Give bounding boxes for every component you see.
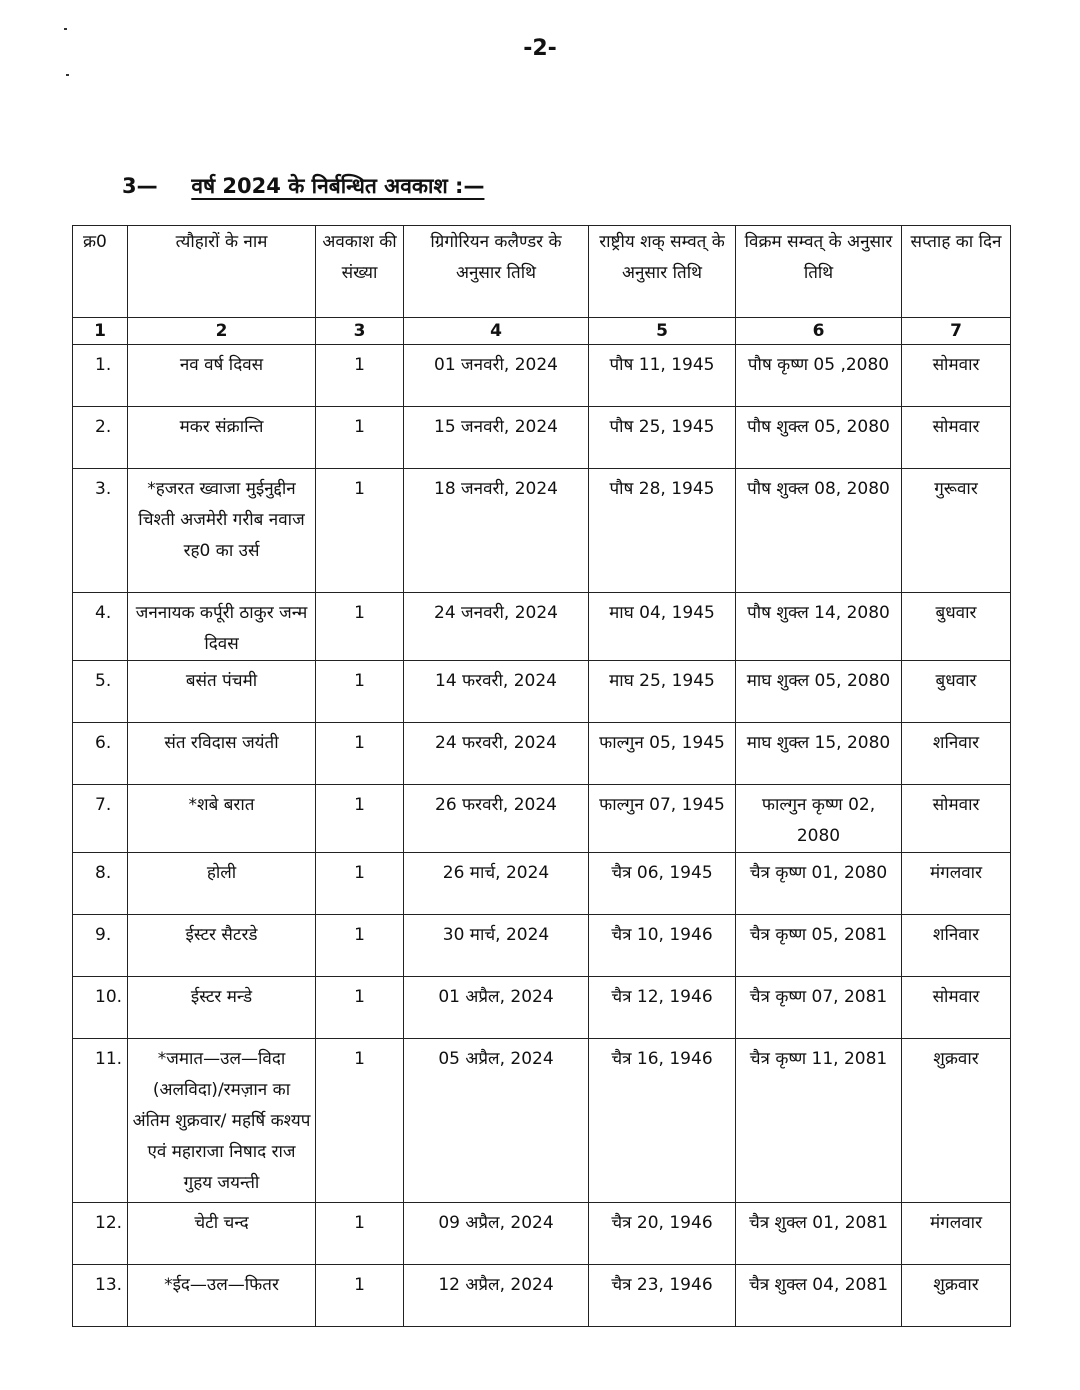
cell-holiday-count: 1: [316, 593, 404, 661]
column-number: 5: [589, 318, 736, 345]
header-serial: क्र0: [73, 226, 128, 318]
cell-vikram-date: पौष शुक्ल 05, 2080: [736, 407, 902, 469]
table-row: [73, 1203, 1011, 1265]
holidays-table: [72, 225, 1011, 1327]
table-row: [73, 661, 1011, 723]
cell-serial: 12.: [73, 1203, 128, 1265]
cell-festival-name: *ईद—उल—फितर: [128, 1265, 316, 1327]
cell-vikram-date: पौष शुक्ल 14, 2080: [736, 593, 902, 661]
cell-serial: 3.: [73, 469, 128, 593]
cell-holiday-count: 1: [316, 977, 404, 1039]
cell-holiday-count: 1: [316, 1203, 404, 1265]
table-row: [73, 977, 1011, 1039]
cell-gregorian-date: 01 अप्रैल, 2024: [404, 977, 589, 1039]
cell-festival-name: नव वर्ष दिवस: [128, 345, 316, 407]
cell-serial: 2.: [73, 407, 128, 469]
cell-vikram-date: चैत्र कृष्ण 01, 2080: [736, 853, 902, 915]
cell-serial: 5.: [73, 661, 128, 723]
cell-festival-name: *शबे बरात: [128, 785, 316, 853]
header-row: [73, 226, 1011, 318]
cell-weekday: सोमवार: [902, 785, 1011, 853]
table-row: [73, 1039, 1011, 1203]
cell-festival-name: *जमात—उल—विदा (अलविदा)/रमज़ान का अंतिम शुक्रवार/ महर्षि कश्यप एवं महाराजा निषाद राज गुहय जयन्ती: [128, 1039, 316, 1203]
header-weekday: सप्ताह का दिन: [902, 226, 1011, 318]
header-shaka-date: राष्ट्रीय शक् सम्वत् के अनुसार तिथि: [589, 226, 736, 318]
cell-weekday: गुरूवार: [902, 469, 1011, 593]
cell-shaka-date: चैत्र 12, 1946: [589, 977, 736, 1039]
cell-gregorian-date: 01 जनवरी, 2024: [404, 345, 589, 407]
cell-weekday: बुधवार: [902, 593, 1011, 661]
cell-holiday-count: 1: [316, 915, 404, 977]
cell-festival-name: चेटी चन्द: [128, 1203, 316, 1265]
cell-gregorian-date: 18 जनवरी, 2024: [404, 469, 589, 593]
cell-gregorian-date: 05 अप्रैल, 2024: [404, 1039, 589, 1203]
cell-holiday-count: 1: [316, 853, 404, 915]
cell-gregorian-date: 24 फरवरी, 2024: [404, 723, 589, 785]
section-number: 3—: [122, 174, 158, 198]
cell-vikram-date: फाल्गुन कृष्ण 02, 2080: [736, 785, 902, 853]
cell-shaka-date: माघ 04, 1945: [589, 593, 736, 661]
cell-vikram-date: चैत्र कृष्ण 05, 2081: [736, 915, 902, 977]
cell-shaka-date: चैत्र 06, 1945: [589, 853, 736, 915]
cell-holiday-count: 1: [316, 661, 404, 723]
cell-shaka-date: पौष 28, 1945: [589, 469, 736, 593]
table-row: [73, 593, 1011, 661]
table-row: [73, 1265, 1011, 1327]
cell-shaka-date: पौष 25, 1945: [589, 407, 736, 469]
cell-weekday: शुक्रवार: [902, 1039, 1011, 1203]
header-gregorian-date: ग्रिगोरियन कलैण्डर के अनुसार तिथि: [404, 226, 589, 318]
cell-serial: 1.: [73, 345, 128, 407]
cell-serial: 7.: [73, 785, 128, 853]
cell-gregorian-date: 15 जनवरी, 2024: [404, 407, 589, 469]
cell-holiday-count: 1: [316, 345, 404, 407]
cell-shaka-date: चैत्र 10, 1946: [589, 915, 736, 977]
table-row: [73, 723, 1011, 785]
cell-weekday: शुक्रवार: [902, 1265, 1011, 1327]
column-number: 6: [736, 318, 902, 345]
cell-serial: 10.: [73, 977, 128, 1039]
table-row: [73, 469, 1011, 593]
cell-serial: 13.: [73, 1265, 128, 1327]
column-number: 3: [316, 318, 404, 345]
cell-festival-name: जननायक कर्पूरी ठाकुर जन्म दिवस: [128, 593, 316, 661]
cell-festival-name: बसंत पंचमी: [128, 661, 316, 723]
cell-festival-name: संत रविदास जयंती: [128, 723, 316, 785]
cell-weekday: सोमवार: [902, 977, 1011, 1039]
cell-gregorian-date: 24 जनवरी, 2024: [404, 593, 589, 661]
cell-vikram-date: पौष शुक्ल 08, 2080: [736, 469, 902, 593]
cell-weekday: शनिवार: [902, 915, 1011, 977]
cell-vikram-date: चैत्र कृष्ण 07, 2081: [736, 977, 902, 1039]
cell-gregorian-date: 12 अप्रैल, 2024: [404, 1265, 589, 1327]
cell-gregorian-date: 14 फरवरी, 2024: [404, 661, 589, 723]
cell-weekday: शनिवार: [902, 723, 1011, 785]
cell-shaka-date: फाल्गुन 07, 1945: [589, 785, 736, 853]
cell-festival-name: मकर संक्रान्ति: [128, 407, 316, 469]
cell-vikram-date: माघ शुक्ल 15, 2080: [736, 723, 902, 785]
header-holiday-count: अवकाश की संख्या: [316, 226, 404, 318]
cell-weekday: मंगलवार: [902, 1203, 1011, 1265]
section-heading: [122, 172, 484, 200]
column-number: 1: [73, 318, 128, 345]
table-row: [73, 345, 1011, 407]
column-number: 7: [902, 318, 1011, 345]
table-row: [73, 785, 1011, 853]
cell-serial: 6.: [73, 723, 128, 785]
cell-holiday-count: 1: [316, 723, 404, 785]
cell-vikram-date: चैत्र शुक्ल 04, 2081: [736, 1265, 902, 1327]
cell-shaka-date: चैत्र 16, 1946: [589, 1039, 736, 1203]
cell-gregorian-date: 26 फरवरी, 2024: [404, 785, 589, 853]
cell-weekday: सोमवार: [902, 345, 1011, 407]
table-row: [73, 915, 1011, 977]
stray-mark: [66, 74, 69, 76]
cell-gregorian-date: 09 अप्रैल, 2024: [404, 1203, 589, 1265]
cell-weekday: सोमवार: [902, 407, 1011, 469]
page-number: -2-: [523, 36, 557, 61]
section-title: वर्ष 2024 के निर्बन्धित अवकाश :—: [191, 174, 485, 198]
header-festival-name: त्यौहारों के नाम: [128, 226, 316, 318]
cell-shaka-date: चैत्र 23, 1946: [589, 1265, 736, 1327]
cell-festival-name: ईस्टर सैटरडे: [128, 915, 316, 977]
cell-shaka-date: चैत्र 20, 1946: [589, 1203, 736, 1265]
cell-shaka-date: पौष 11, 1945: [589, 345, 736, 407]
cell-vikram-date: चैत्र कृष्ण 11, 2081: [736, 1039, 902, 1203]
cell-vikram-date: माघ शुक्ल 05, 2080: [736, 661, 902, 723]
cell-vikram-date: चैत्र शुक्ल 01, 2081: [736, 1203, 902, 1265]
cell-holiday-count: 1: [316, 469, 404, 593]
column-number-row: [73, 318, 1011, 345]
cell-gregorian-date: 26 मार्च, 2024: [404, 853, 589, 915]
cell-weekday: मंगलवार: [902, 853, 1011, 915]
cell-serial: 9.: [73, 915, 128, 977]
cell-shaka-date: माघ 25, 1945: [589, 661, 736, 723]
column-number: 2: [128, 318, 316, 345]
cell-serial: 11.: [73, 1039, 128, 1203]
cell-festival-name: ईस्टर मन्डे: [128, 977, 316, 1039]
cell-serial: 8.: [73, 853, 128, 915]
cell-holiday-count: 1: [316, 785, 404, 853]
stray-mark: [64, 28, 67, 30]
cell-festival-name: *हजरत ख्वाजा मुईनुद्दीन चिश्ती अजमेरी गरीब नवाज रह0 का उर्स: [128, 469, 316, 593]
header-vikram-date: विक्रम सम्वत् के अनुसार तिथि: [736, 226, 902, 318]
cell-holiday-count: 1: [316, 1265, 404, 1327]
cell-serial: 4.: [73, 593, 128, 661]
cell-gregorian-date: 30 मार्च, 2024: [404, 915, 589, 977]
column-number: 4: [404, 318, 589, 345]
cell-holiday-count: 1: [316, 407, 404, 469]
cell-shaka-date: फाल्गुन 05, 1945: [589, 723, 736, 785]
table-row: [73, 853, 1011, 915]
cell-holiday-count: 1: [316, 1039, 404, 1203]
cell-festival-name: होली: [128, 853, 316, 915]
cell-weekday: बुधवार: [902, 661, 1011, 723]
cell-vikram-date: पौष कृष्ण 05 ,2080: [736, 345, 902, 407]
table-row: [73, 407, 1011, 469]
